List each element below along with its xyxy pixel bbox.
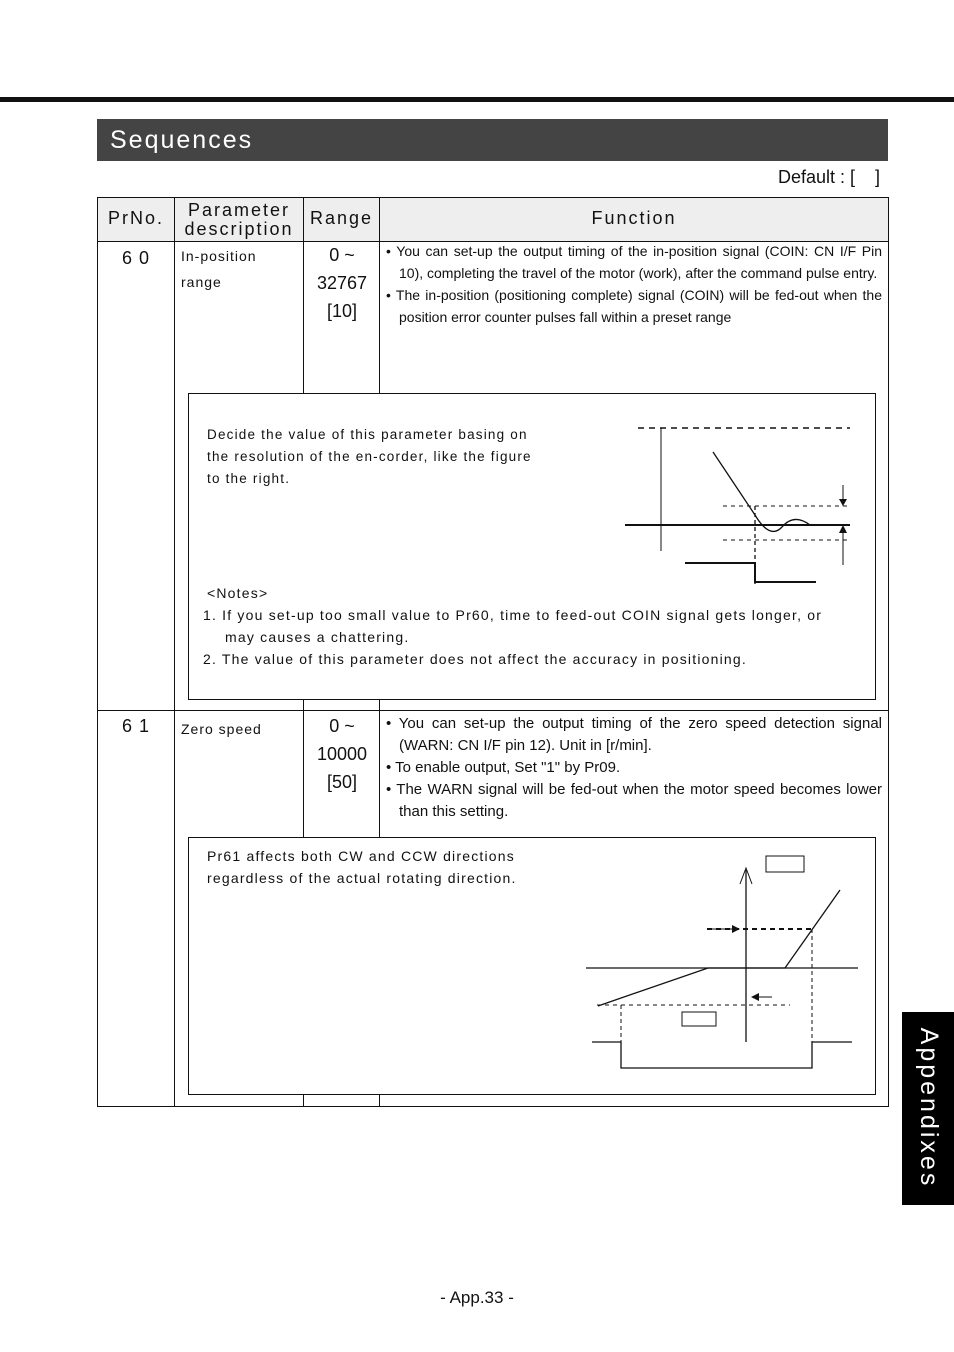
row61-box-text bbox=[207, 845, 517, 889]
top-rule bbox=[0, 97, 954, 102]
default-label: Default : [ ] bbox=[778, 167, 881, 187]
row61-param: Zero speed bbox=[181, 721, 262, 737]
row60-box-text-line2: the resolution of the en-corder, like the figure bbox=[207, 449, 532, 464]
row61-function bbox=[386, 713, 882, 823]
notes-title: <Notes> bbox=[207, 585, 269, 601]
row60-range-line2: 32767 bbox=[316, 273, 368, 293]
row61-range-line2: 10000 bbox=[316, 744, 368, 764]
row61-prno: 6 1 bbox=[121, 716, 151, 736]
row60-range-line3: [10] bbox=[326, 301, 358, 321]
row61-function-bullet1: • You can set-up the output timing of the zero speed detection signal (WARN: CN I/F pin 12). Unit in [r/min]. bbox=[386, 715, 882, 754]
row61-function-bullet3: • The WARN signal will be fed-out when the motor speed becomes lower than this setting. bbox=[386, 781, 882, 820]
row60-range bbox=[304, 241, 380, 325]
side-tab-label: Appendixes bbox=[915, 1027, 943, 1189]
row61-range-line3: [50] bbox=[326, 772, 358, 792]
header-parameter-line1: Parameter bbox=[187, 200, 291, 220]
in-position-diagram bbox=[600, 415, 870, 590]
header-function: Function bbox=[591, 208, 677, 228]
row60-range-line1: 0 ~ bbox=[329, 245, 355, 265]
row61-box-text-line1: Pr61 affects both CW and CCW directions bbox=[207, 848, 515, 864]
row60-function-bullet1: • You can set-up the output timing of the in-position signal (COIN: CN I/F Pin 10), completing the travel of the motor (work), after the command pulse entry. bbox=[386, 243, 882, 281]
row60-function bbox=[386, 240, 882, 328]
note-1: 1. If you set-up too small value to Pr60, time to feed-out COIN signal gets longer, or bbox=[203, 607, 823, 623]
note-2: 2. The value of this parameter does not affect the accuracy in positioning. bbox=[203, 651, 747, 667]
header-parameter-line2: description bbox=[184, 219, 294, 239]
header-prno: PrNo. bbox=[107, 208, 164, 228]
header-range: Range bbox=[309, 208, 374, 228]
note-1-continued: may causes a chattering. bbox=[225, 629, 410, 645]
row60-prno: 6 0 bbox=[121, 248, 151, 268]
row61-range bbox=[304, 712, 380, 796]
page-number: - App.33 - bbox=[440, 1288, 514, 1307]
row60-param-line2: range bbox=[181, 274, 222, 290]
row61-box-text-line2: regardless of the actual rotating direction. bbox=[207, 870, 517, 886]
row60-param-line1: In-position bbox=[181, 248, 257, 264]
header-parameter bbox=[175, 201, 303, 239]
row60-box-text-line1: Decide the value of this parameter basing on bbox=[207, 427, 528, 442]
row60-function-bullet2: • The in-position (positioning complete) signal (COIN) will be fed-out when the position error counter pulses fall within a preset range bbox=[386, 287, 882, 325]
zero-speed-diagram bbox=[580, 850, 865, 1080]
row61-function-bullet2: • To enable output, Set "1" by Pr09. bbox=[386, 759, 621, 776]
row61-range-line1: 0 ~ bbox=[329, 716, 355, 736]
row60-box-text bbox=[207, 424, 532, 490]
section-title: Sequences bbox=[97, 119, 888, 161]
row60-box-text-line3: to the right. bbox=[207, 471, 291, 486]
appendixes-side-tab[interactable] bbox=[902, 1012, 954, 1205]
row60-notes bbox=[203, 582, 863, 670]
